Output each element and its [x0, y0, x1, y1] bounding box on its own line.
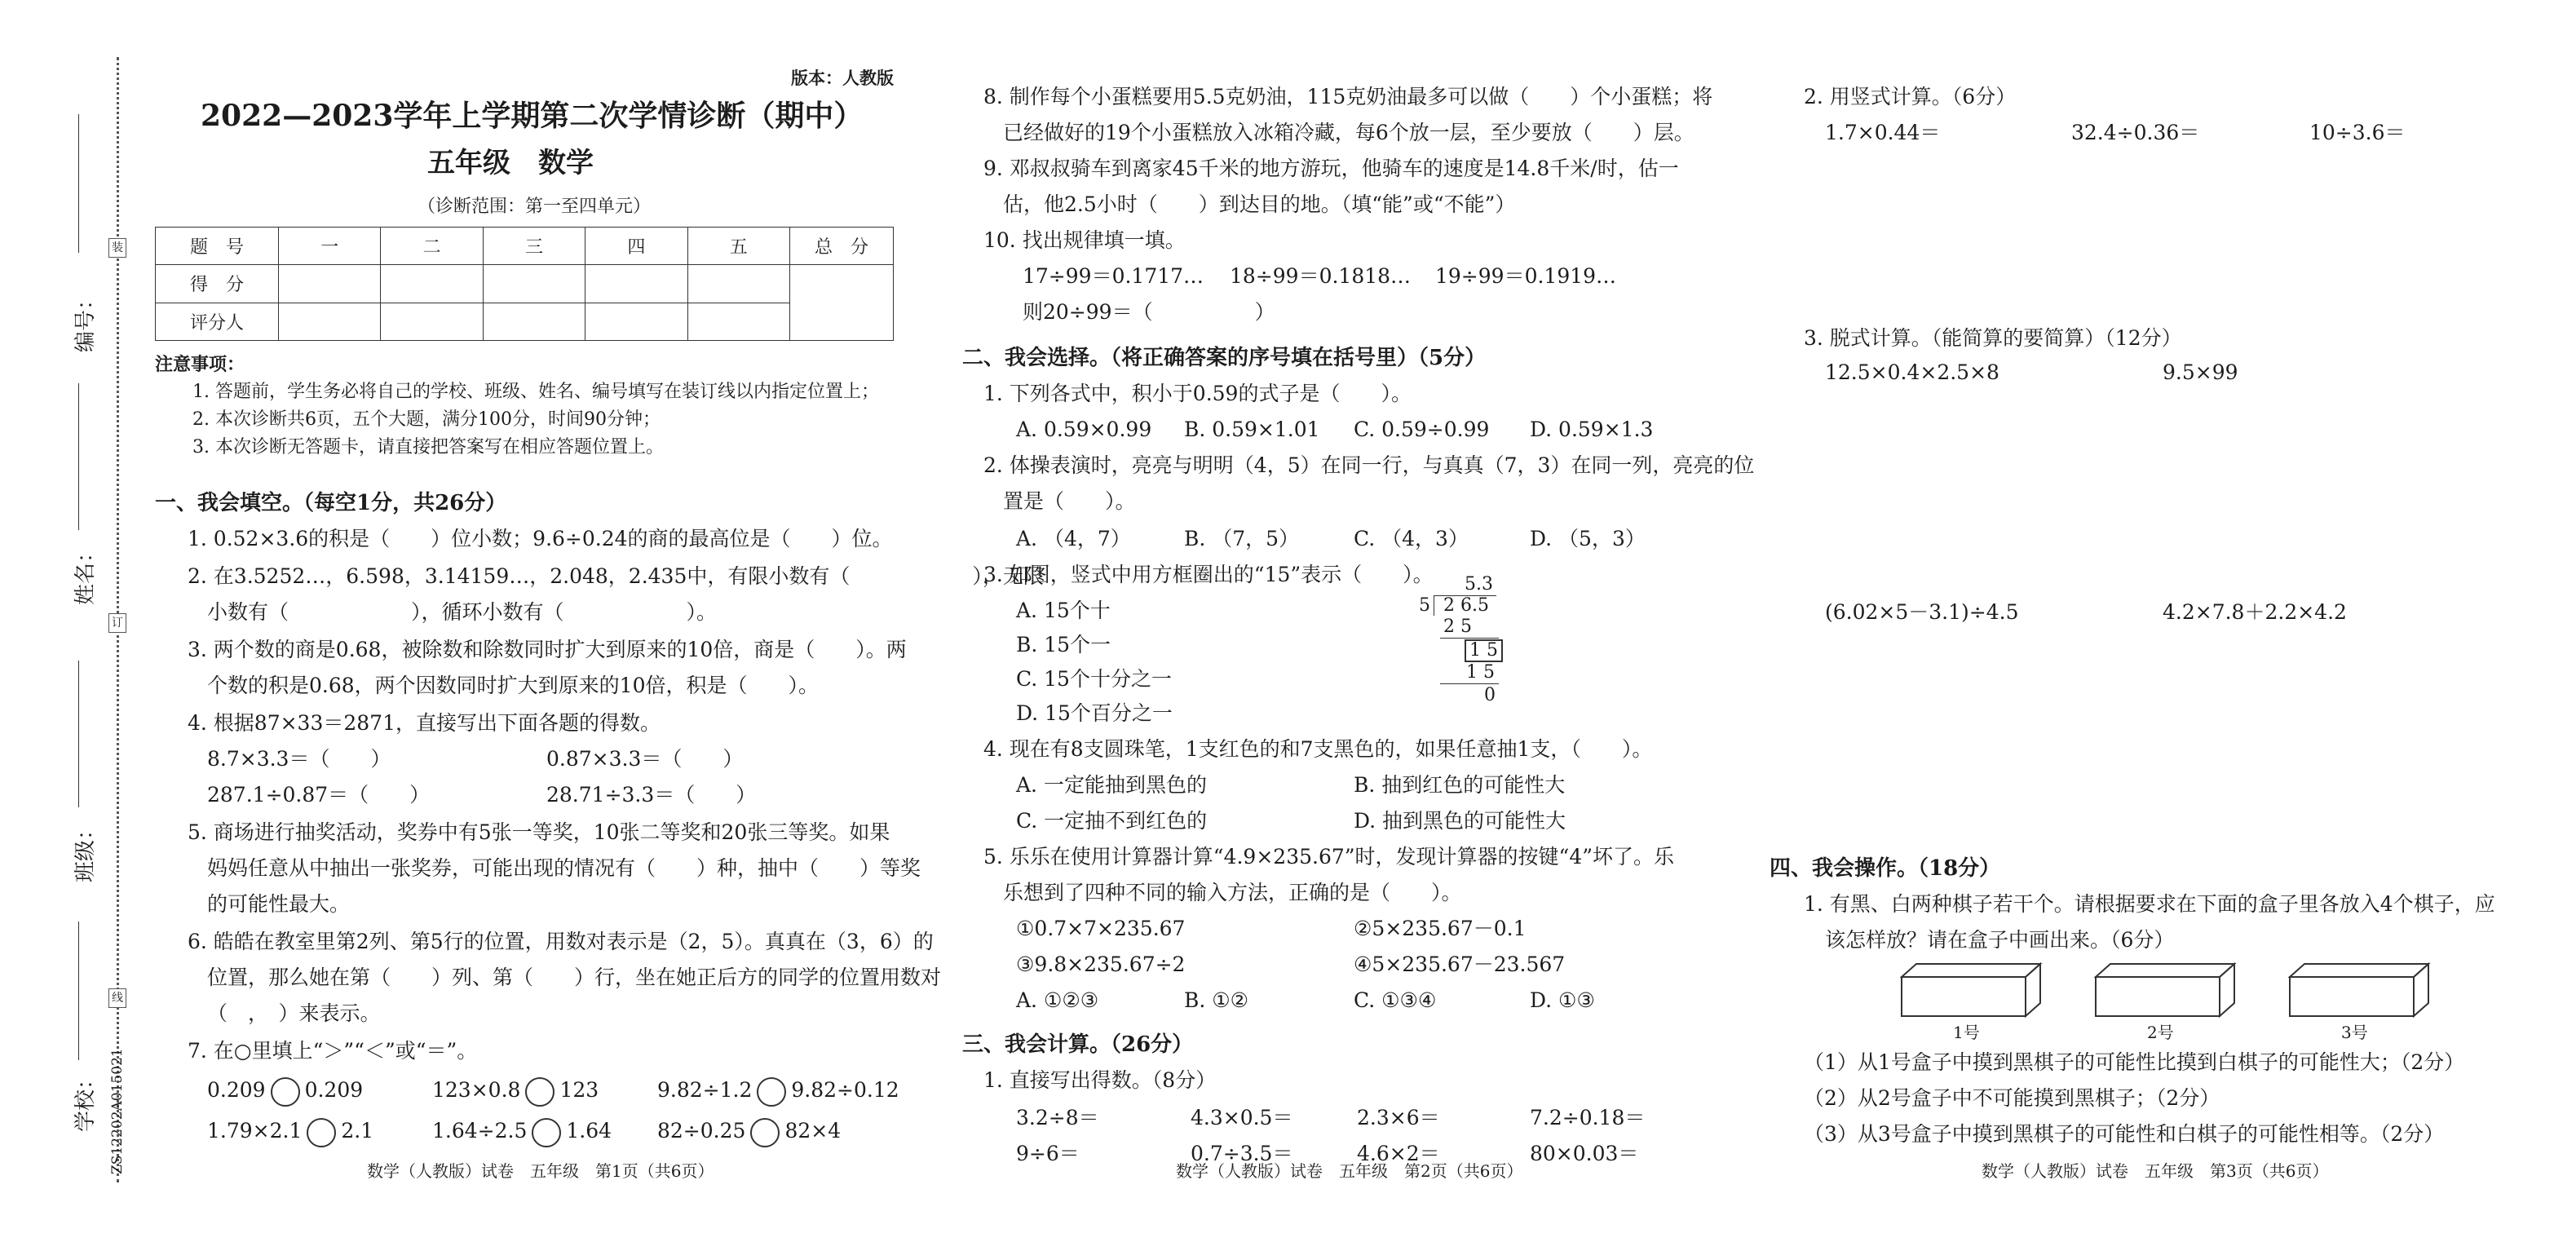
division-rule [1440, 683, 1499, 684]
division-step: 1 5 [1466, 662, 1495, 683]
calc-item: 287.1÷0.87＝（ ） [207, 783, 431, 807]
option[interactable]: D. 0.59×1.3 [1530, 418, 1654, 441]
grader-cell[interactable] [381, 303, 483, 340]
page-footer: 数学（人教版）试卷 五年级 第1页（共6页） [367, 1161, 714, 1181]
compare-circle[interactable] [757, 1077, 786, 1107]
oral-calc: 0.7÷3.5＝ [1191, 1142, 1293, 1165]
option[interactable]: B. ①② [1184, 988, 1249, 1012]
question-text: 8. 制作每个小蛋糕要用5.5克奶油，115克奶油最多可以做（ ）个小蛋糕；将 [983, 85, 1713, 108]
question-text: 2. 用竖式计算。（6分） [1804, 85, 2017, 108]
grader-cell[interactable] [279, 303, 381, 340]
division-step: 2 5 [1443, 617, 1472, 637]
compare-item: 82÷0.25 82×4 [657, 1114, 841, 1148]
exam-code: ZS12202A015021 [109, 1048, 126, 1174]
option[interactable]: D. （5，3） [1530, 527, 1646, 550]
stepwise-calc: 9.5×99 [2163, 360, 2238, 384]
pattern-item: 17÷99＝0.1717… [1023, 264, 1204, 288]
exam-scope: （诊断范围：第一至四单元） [418, 197, 652, 217]
question-text: 4. 根据87×33＝2871，直接写出下面各题的得数。 [188, 711, 661, 735]
score-table-header: 题 号 [156, 228, 279, 265]
grader-cell[interactable] [687, 303, 789, 340]
exam-title: 2022—2023学年上学期第二次学情诊断（期中） [201, 99, 864, 133]
option[interactable]: D. 抽到黑色的可能性大 [1354, 809, 1566, 833]
score-table-column: 一 [279, 228, 381, 265]
option[interactable]: A. （4，7） [1016, 527, 1131, 550]
compare-circle[interactable] [532, 1118, 561, 1147]
oral-calc: 3.2÷8＝ [1016, 1106, 1099, 1129]
stepwise-calc: 4.2×7.8＋2.2×4.2 [2163, 600, 2347, 624]
compare-circle[interactable] [750, 1118, 780, 1147]
question-text: 2. 体操表演时，亮亮与明明（4，5）在同一行，与真真（7，3）在同一列，亮亮的位 [983, 453, 1755, 477]
section-3-title: 三、我会计算。（26分） [962, 1032, 1194, 1057]
school-line [78, 922, 79, 1060]
question-text: 1. 有黑、白两种棋子若干个。请根据要求在下面的盒子里各放入4个棋子，应 [1804, 892, 2495, 916]
calc-item: 28.71÷3.3＝（ ） [546, 783, 757, 807]
page-footer: 数学（人教版）试卷 五年级 第3页（共6页） [1982, 1161, 2329, 1181]
pattern-item: 18÷99＝0.1818… [1230, 264, 1412, 288]
section-4-title: 四、我会操作。（18分） [1770, 856, 2001, 881]
chess-box-1[interactable] [1900, 962, 2063, 1019]
question-text: 的可能性最大。 [207, 892, 351, 916]
section-2-title: 二、我会选择。（将正确答案的序号填在括号里）（5分） [962, 346, 1487, 370]
question-text: 5. 商场进行抽奖活动，奖券中有5张一等奖，10张二等奖和20张三等奖。如果 [188, 820, 890, 844]
compare-item: 1.64÷2.5 1.64 [432, 1114, 612, 1148]
score-cell[interactable] [687, 265, 789, 303]
chess-box-3[interactable] [2288, 962, 2451, 1019]
compare-circle[interactable] [525, 1077, 555, 1107]
compare-circle[interactable] [307, 1118, 336, 1147]
option[interactable]: A. 一定能抽到黑色的 [1016, 773, 1207, 797]
score-cell[interactable] [279, 265, 381, 303]
input-method: ①0.7×7×235.67 [1016, 917, 1186, 940]
question-text: （ ， ）来表示。 [207, 1001, 381, 1025]
option[interactable]: B. 抽到红色的可能性大 [1354, 773, 1566, 797]
input-method: ②5×235.67－0.1 [1354, 917, 1527, 940]
school-label: 学校： [73, 1067, 98, 1132]
option[interactable]: B. （7，5） [1184, 527, 1300, 550]
question-text: 2. 在3.5252…，6.598，3.14159…，2.048，2.435中，有限小数有（ ），无限 [188, 564, 1044, 588]
score-table-column: 二 [381, 228, 483, 265]
oral-calc: 4.6×2＝ [1357, 1142, 1440, 1165]
edition-label: 版本：人教版 [791, 68, 894, 88]
requirement: （1）从1号盒子中摸到黑棋子的可能性比摸到白棋子的可能性大；（2分） [1804, 1050, 2465, 1074]
name-label: 姓名： [73, 541, 98, 605]
chess-box-2[interactable] [2094, 962, 2257, 1019]
box-label: 3号 [2341, 1023, 2368, 1042]
question-text: 3. 如图，竖式中用方框圈出的“15”表示（ ）。 [983, 563, 1434, 586]
grader-cell[interactable] [585, 303, 687, 340]
box-label: 1号 [1953, 1023, 1980, 1042]
vertical-calc: 10÷3.6＝ [2309, 121, 2406, 144]
question-text: 9. 邓叔叔骑车到离家45千米的地方游玩，他骑车的速度是14.8千米/时，估一 [983, 157, 1679, 180]
question-text: 6. 皓皓在教室里第2列、第5行的位置，用数对表示是（2，5）。真真在（3，6）的 [188, 930, 934, 953]
score-table-column: 四 [585, 228, 687, 265]
requirement: （3）从3号盒子中摸到黑棋子的可能性和白棋子的可能性相等。（2分） [1804, 1122, 2445, 1146]
oral-calc: 9÷6＝ [1016, 1142, 1080, 1165]
question-text: 10. 找出规律填一填。 [983, 228, 1186, 252]
option[interactable]: B. 0.59×1.01 [1184, 418, 1320, 441]
compare-item: 0.209 0.209 [207, 1073, 363, 1107]
input-method: ④5×235.67－23.567 [1354, 952, 1566, 976]
option[interactable]: C. 一定抽不到红色的 [1016, 809, 1208, 833]
grader-cell[interactable] [483, 303, 585, 340]
calc-item: 0.87×3.3＝（ ） [546, 747, 744, 771]
question-text: 置是（ ）。 [1003, 489, 1136, 513]
class-label: 班级： [73, 818, 98, 882]
binding-mark: 线 [108, 988, 126, 1008]
box-label: 2号 [2147, 1023, 2174, 1042]
option[interactable]: C. ①③④ [1354, 988, 1437, 1012]
question-text: 该怎样放？请在盒子中画出来。（6分） [1825, 928, 2175, 952]
compare-item: 123×0.8 123 [432, 1073, 599, 1107]
binding-mark: 订 [108, 613, 126, 633]
score-table-header: 评分人 [156, 303, 279, 340]
calc-item: 8.7×3.3＝（ ） [207, 747, 391, 771]
question-text: 7. 在○里填上“＞”“＜”或“＝”。 [188, 1039, 478, 1063]
division-boxed-15: 1 5 [1465, 639, 1503, 662]
question-text: 小数有（ ），循环小数有（ ）。 [207, 600, 718, 624]
pattern-item: 19÷99＝0.1919… [1435, 264, 1617, 288]
question-text: 估，他2.5小时（ ）到达目的地。（填“能”或“不能”） [1003, 192, 1516, 216]
score-table-column: 总 分 [790, 228, 894, 265]
name-line [78, 383, 79, 530]
question-text: 位置，那么她在第（ ）列、第（ ）行，坐在她正后方的同学的位置用数对 [207, 966, 942, 989]
exam-subtitle: 五年级 数学 [427, 147, 594, 179]
class-line [78, 661, 79, 807]
vertical-calc: 32.4÷0.36＝ [2071, 121, 2200, 144]
option[interactable]: D. ①③ [1530, 988, 1595, 1012]
score-cell[interactable] [585, 265, 687, 303]
question-text: 妈妈任意从中抽出一张奖券，可能出现的情况有（ ）种，抽中（ ）等奖 [207, 856, 921, 880]
pattern-answer: 则20÷99＝（ ） [1023, 300, 1275, 324]
question-text: 个数的积是0.68，两个因数同时扩大到原来的10倍，积是（ ）。 [207, 674, 819, 697]
compare-item: 1.79×2.1 2.1 [207, 1114, 373, 1148]
score-table-column: 五 [687, 228, 789, 265]
option[interactable]: D. 15个百分之一 [1016, 701, 1173, 725]
vertical-calc: 1.7×0.44＝ [1825, 121, 1941, 144]
option[interactable]: C. （4，3） [1354, 527, 1469, 550]
division-remainder: 0 [1484, 685, 1496, 705]
oral-calc: 80×0.03＝ [1530, 1142, 1639, 1165]
stepwise-calc: (6.02×5－3.1)÷4.5 [1825, 600, 2019, 624]
question-text: 3. 脱式计算。（能简算的要简算）（12分） [1804, 326, 2182, 350]
requirement: （2）从2号盒子中不可能摸到黑棋子；（2分） [1804, 1086, 2220, 1110]
id-label: 编号： [73, 288, 98, 352]
option[interactable]: A. ①②③ [1016, 988, 1099, 1012]
score-cell[interactable] [483, 265, 585, 303]
oral-calc: 2.3×6＝ [1357, 1106, 1440, 1129]
score-table-column: 三 [483, 228, 585, 265]
score-table [155, 227, 894, 341]
score-cell[interactable] [381, 265, 483, 303]
question-text: 已经做好的19个小蛋糕放入冰箱冷藏，每6个放一层，至少要放（ ）层。 [1003, 121, 1695, 144]
division-dividend: 2 6.5 [1443, 595, 1489, 616]
question-text: 4. 现在有8支圆珠笔，1支红色的和7支黑色的，如果任意抽1支，（ ）。 [983, 737, 1653, 761]
long-division-figure [1419, 574, 1509, 721]
page-footer: 数学（人教版）试卷 五年级 第2页（共6页） [1176, 1161, 1523, 1181]
question-text: 乐想到了四种不同的输入方法，正确的是（ ）。 [1003, 881, 1462, 904]
compare-circle[interactable] [271, 1077, 300, 1107]
option[interactable]: C. 15个十分之一 [1016, 667, 1172, 691]
stepwise-calc: 12.5×0.4×2.5×8 [1825, 360, 1999, 384]
total-score-cell[interactable] [790, 265, 894, 341]
id-line [78, 114, 79, 253]
binding-mark: 装 [108, 238, 126, 258]
oral-calc: 4.3×0.5＝ [1191, 1106, 1293, 1129]
score-table-header: 得 分 [156, 265, 279, 303]
question-text: 5. 乐乐在使用计算器计算“4.9×235.67”时，发现计算器的按键“4”坏了。乐 [983, 845, 1675, 869]
option[interactable]: A. 0.59×0.99 [1016, 418, 1152, 441]
option[interactable]: C. 0.59÷0.99 [1354, 418, 1490, 441]
division-rule [1440, 638, 1499, 639]
section-1-title: 一、我会填空。（每空1分，共26分） [155, 491, 507, 515]
notes-title: 注意事项： [155, 354, 245, 375]
note-item: 1. 答题前，学生务必将自己的学校、班级、姓名、编号填写在装订线以内指定位置上； [192, 382, 879, 402]
question-text: 1. 直接写出得数。（8分） [983, 1068, 1217, 1092]
note-item: 2. 本次诊断共6页，五个大题，满分100分，时间90分钟； [192, 409, 661, 430]
option[interactable]: A. 15个十 [1016, 599, 1111, 622]
question-text: 1. 0.52×3.6的积是（ ）位小数；9.6÷0.24的商的最高位是（ ）位。 [188, 527, 893, 550]
compare-item: 9.82÷1.2 9.82÷0.12 [657, 1073, 899, 1107]
oral-calc: 7.2÷0.18＝ [1530, 1106, 1646, 1129]
question-text: 1. 下列各式中，积小于0.59的式子是（ ）。 [983, 382, 1412, 405]
note-item: 3. 本次诊断无答题卡，请直接把答案写在相应答题位置上。 [192, 437, 664, 457]
division-quotient: 5.3 [1465, 574, 1493, 594]
question-text: 3. 两个数的商是0.68，被除数和除数同时扩大到原来的10倍，商是（ ）。两 [188, 638, 907, 661]
input-method: ③9.8×235.67÷2 [1016, 952, 1186, 976]
division-divisor: 5 [1419, 595, 1430, 616]
option[interactable]: B. 15个一 [1016, 633, 1111, 656]
